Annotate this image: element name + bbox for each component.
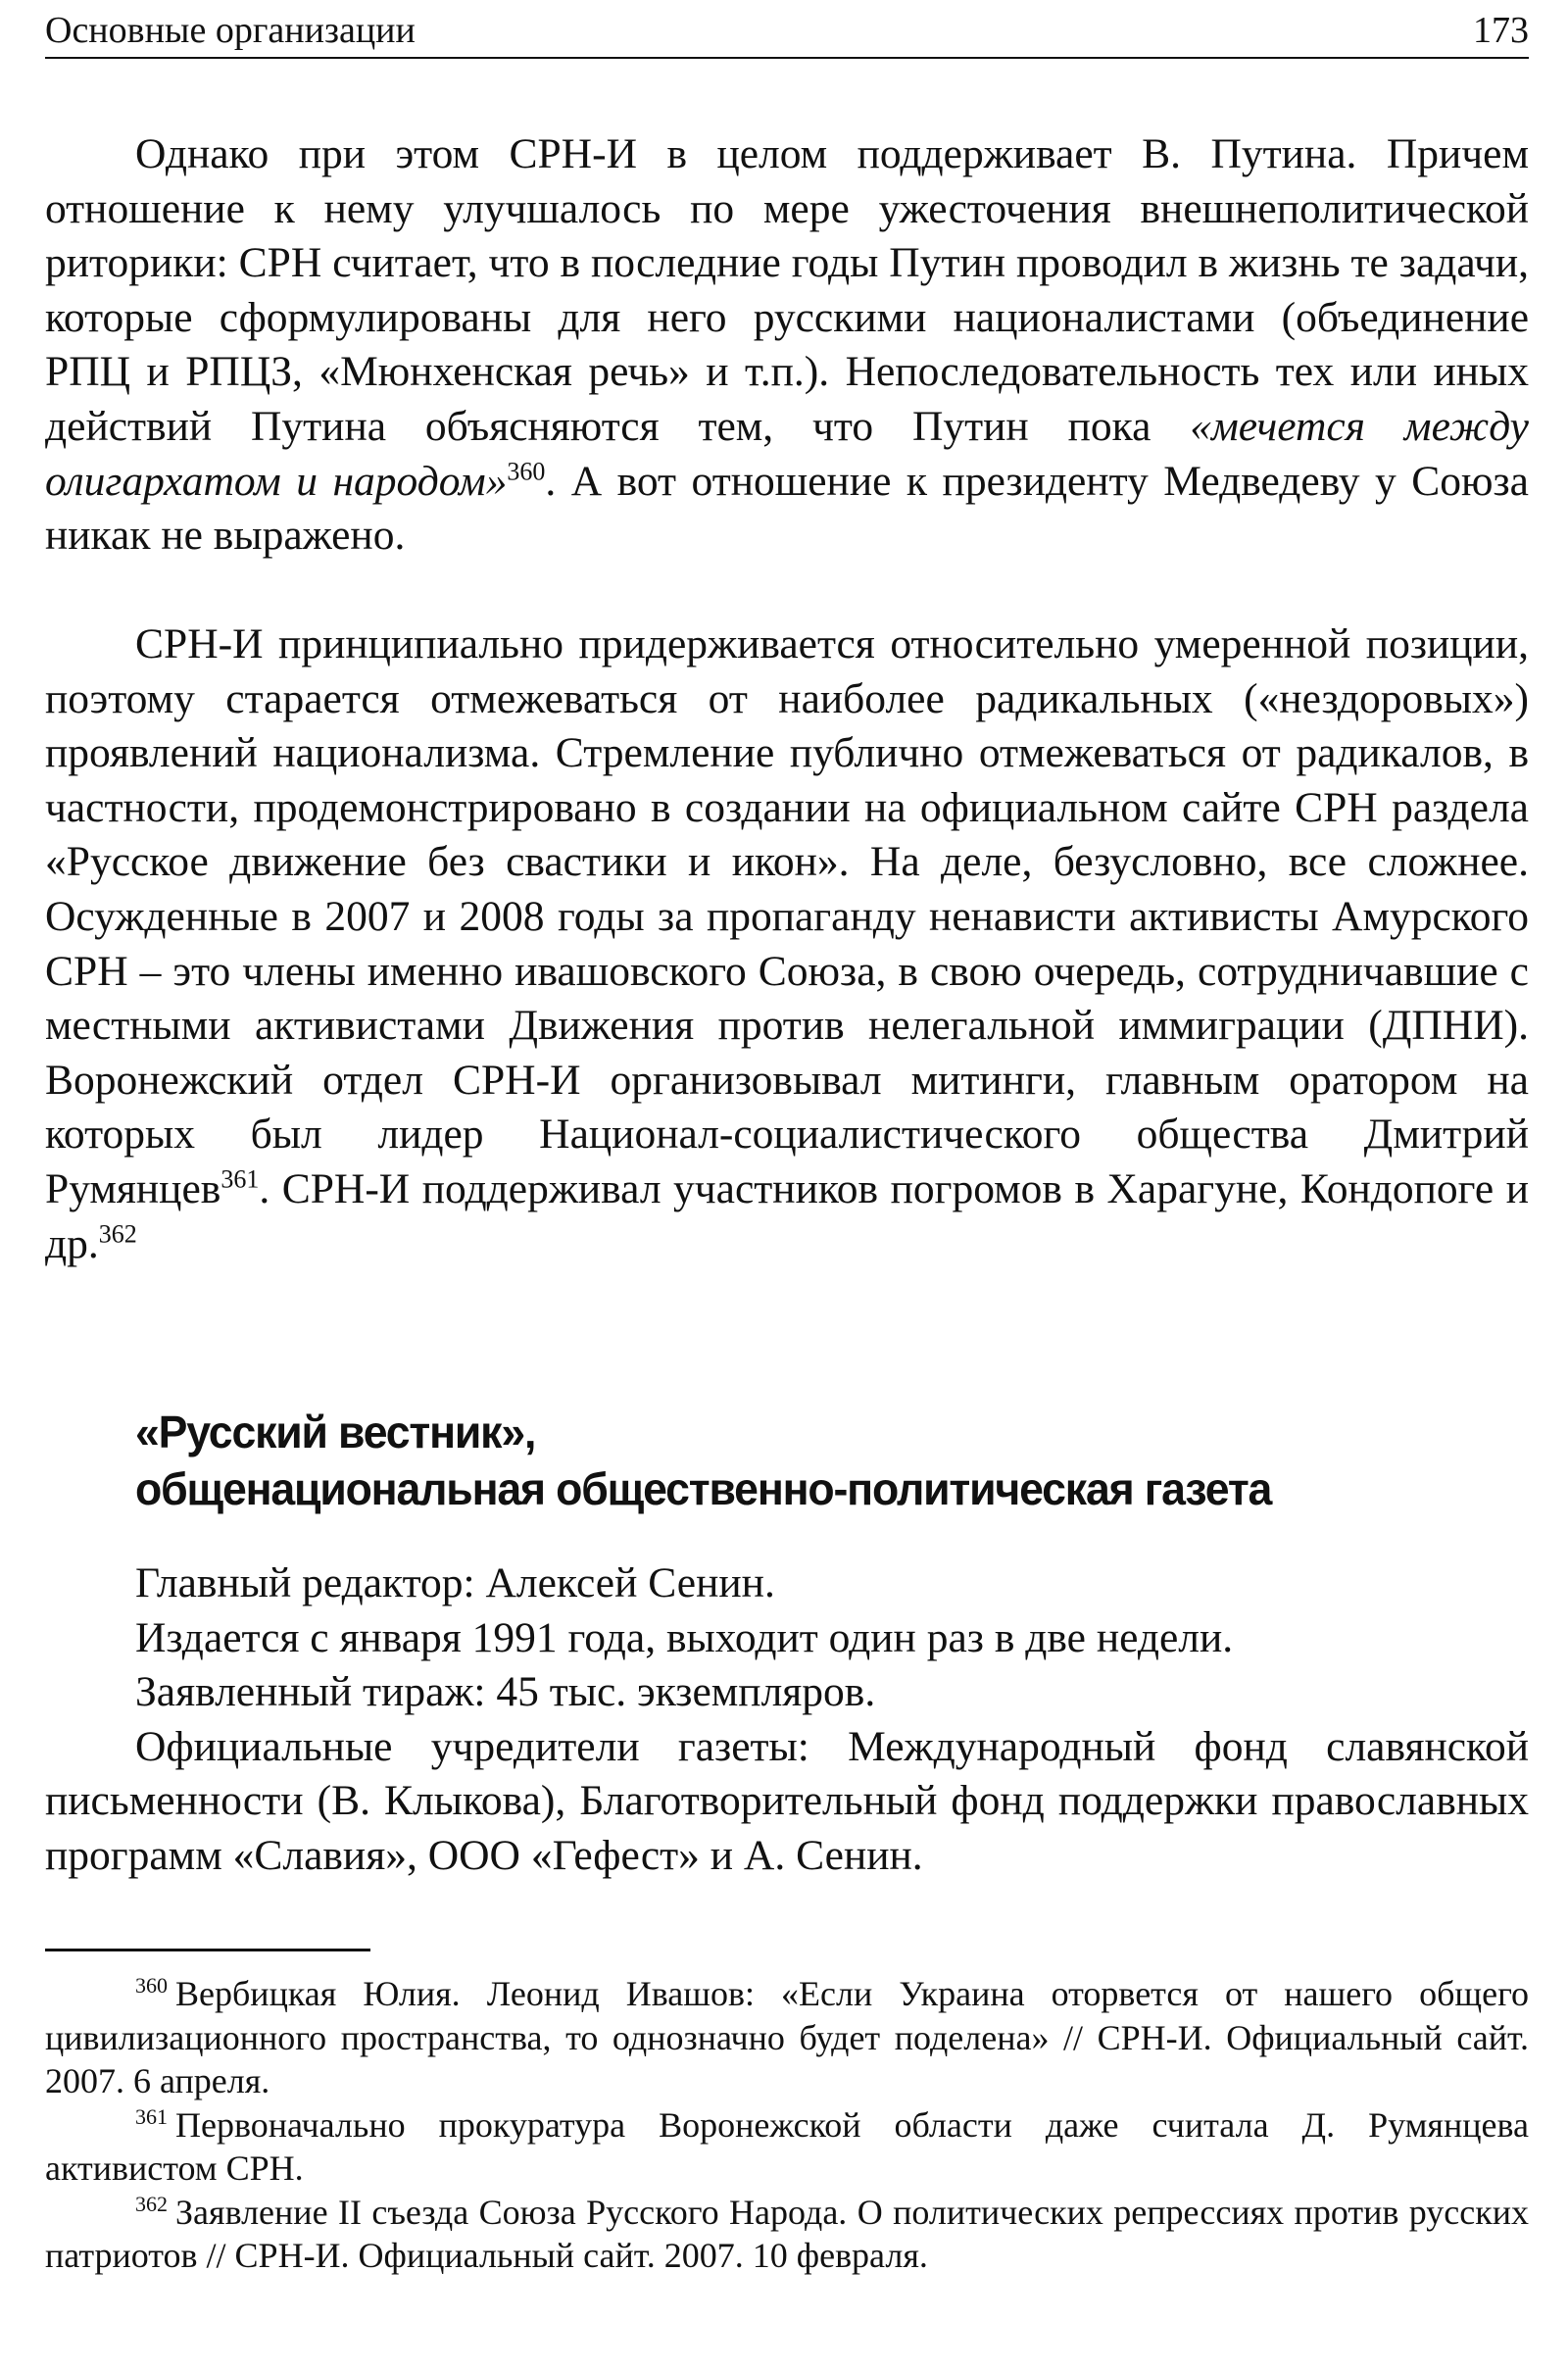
footnote-ref: 361 (220, 1164, 260, 1194)
paragraph-text: СРН-И принципиально придерживается относительно умеренной позиции, поэтому старается отмежеваться от наиболее радикальных («нездоровых») проявлений национализма. Стремление публично отмежеваться от радикалов, в частности, продемонстрировано в создании на официальном сайте СРН раздела «Русское движение без свастики и икон». На деле, безусловно, все сложнее. Осужденные в 2007 и 2008 годы за пропаганду ненависти активисты Амурского СРН – это члены именно ивашовского Союза, в свою очередь, сотрудничавшие с местными активистами Движения против нелегальной иммиграции (ДПНИ). Воронежский отдел СРН-И организовывал митинги, главным оратором на которых был лидер Национал-социалистического общества Дмитрий Румянцев (45, 620, 1529, 1212)
page-number: 173 (1473, 10, 1529, 51)
section-title (135, 1404, 1485, 1517)
founders-paragraph: Официальные учредители газеты: Международный фонд славянской письменности (В. Клыкова), Благотворительный фонд поддержки православных программ «Славия», ООО «Гефест» и А. Сенин. (45, 1722, 1529, 1879)
footnote-text: Первоначально прокуратура Воронежской области даже считала Д. Румянцева активистом СРН. (45, 2104, 1529, 2188)
section-heading: Основные организации (45, 10, 416, 51)
footnote-text: Заявление II съезда Союза Русского Народа. О политических репрессиях против русских патриотов // СРН-И. Официальный сайт. 2007. 10 февраля. (45, 2192, 1529, 2275)
footnote-text: Вербицкая Юлия. Леонид Ивашов: «Если Украина оторвется от нашего общего цивилизационного пространства, то однозначно будет поделена» // СРН-И. Официальный сайт. 2007. 6 апреля. (45, 1974, 1529, 2100)
published-line: Издается с января 1991 года, выходит один раз в две недели. (135, 1613, 1234, 1661)
circulation-line: Заявленный тираж: 45 тыс. экземпляров. (135, 1668, 876, 1716)
footnote-ref: 362 (98, 1219, 137, 1249)
paragraph-text: Однако при этом СРН-И в целом поддерживает В. Путина. Причем отношение к нему улучшалось по мере ужесточения внешнеполитической риторики: СРН считает, что в последние годы Путин проводил в жизнь те задачи, которые сформулированы для него русскими националистами (объединение РПЦ и РПЦЗ, «Мюнхенская речь» и т.п.). Непоследовательность тех или иных действий Путина объясняются тем, что Путин пока (45, 130, 1529, 450)
footnotes (45, 1972, 1529, 2278)
footnote (45, 1972, 1529, 2103)
paragraph-text: . А вот отношение к президенту Медведеву у Союза никак не выражено. (45, 457, 1529, 560)
footnote-number: 362 (135, 2191, 168, 2216)
footnote-divider (45, 1949, 370, 1951)
editor-line: Главный редактор: Алексей Сенин. (135, 1559, 775, 1606)
title-line: общенациональная общественно-политическая газета (135, 1463, 1272, 1514)
footnote (45, 2191, 1529, 2278)
footnote-number: 361 (135, 2103, 168, 2129)
paragraph-radicals (45, 617, 1529, 1271)
footnote (45, 2103, 1529, 2191)
title-line: «Русский вестник», (135, 1407, 536, 1457)
quote-text: «мечется между олигархатом и народом» (45, 402, 1529, 505)
footnote-ref: 360 (507, 457, 546, 486)
paragraph-putin (45, 127, 1529, 564)
footnote-number: 360 (135, 1973, 168, 1998)
paragraph-text: . СРН-И поддерживал участников погромов в Харагуне, Кондопоге и др. (45, 1164, 1529, 1267)
newspaper-details (45, 1556, 1529, 1884)
running-header (45, 6, 1529, 59)
